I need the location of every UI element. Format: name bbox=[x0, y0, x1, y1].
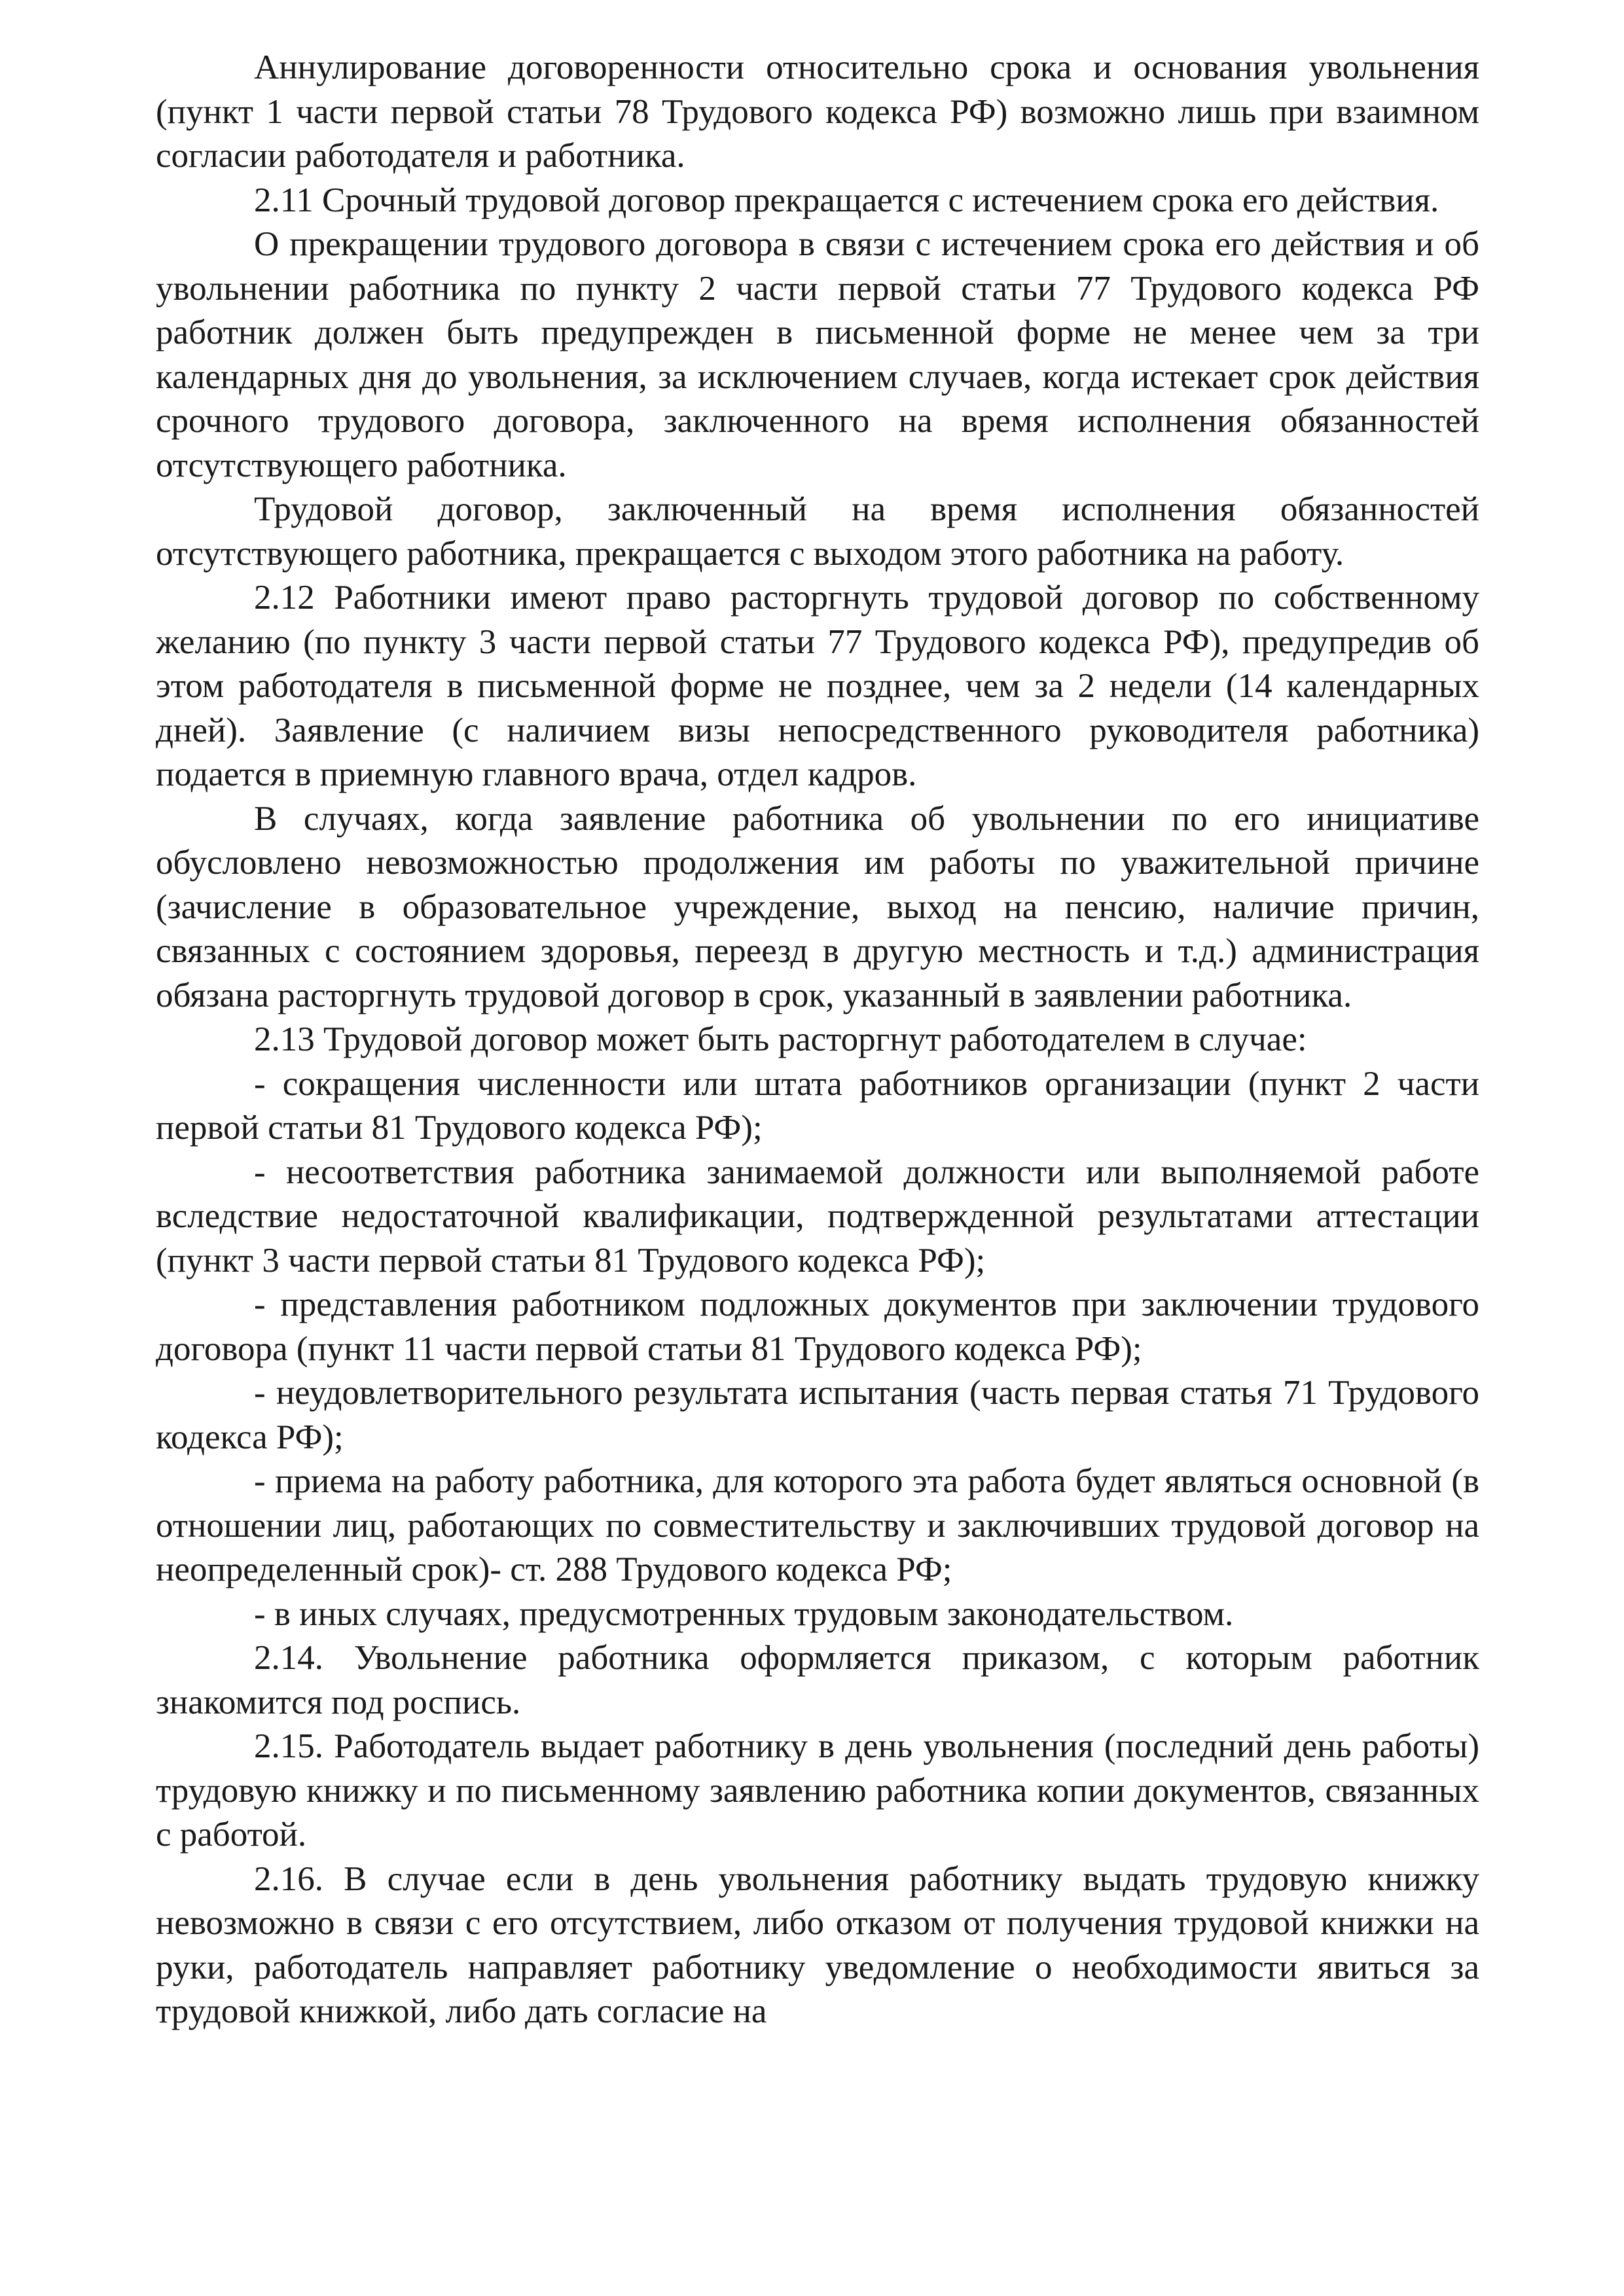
list-item-main-job-hire: - приема на работу работника, для которого эта работа будет являться основной (в отношении лиц, работающих по совместительству и заключивших трудовой договор на неопределенный срок)- ст. 288 Трудового кодекса РФ; bbox=[156, 1462, 1479, 1588]
paragraph-2-14: 2.14. Увольнение работника оформляется приказом, с которым работник знакомится под роспись. bbox=[156, 1639, 1479, 1721]
paragraph-2-15: 2.15. Работодатель выдает работнику в день увольнения (последний день работы) трудовую книжку и по письменному заявлению работника копии документов, связанных с работой. bbox=[156, 1727, 1479, 1854]
paragraph-2-11: 2.11 Срочный трудовой договор прекращается с истечением срока его действия. bbox=[254, 181, 1439, 219]
list-item-forged-documents: - представления работником подложных документов при заключении трудового договора (пункт 11 части первой статьи 81 Трудового кодекса РФ); bbox=[156, 1285, 1479, 1368]
paragraph-annulment: Аннулирование договоренности относительно срока и основания увольнения (пункт 1 части первой статьи 78 Трудового кодекса РФ) возможно лишь при взаимном согласии работодателя и работника. bbox=[156, 48, 1479, 175]
list-item-inadequacy: - несоответствия работника занимаемой должности или выполняемой работе вследствие недостаточной квалификации, подтвержденной результатами аттестации (пункт 3 части первой статьи 81 Трудового кодекса РФ); bbox=[156, 1153, 1479, 1280]
paragraph-2-13: 2.13 Трудовой договор может быть расторгнут работодателем в случае: bbox=[254, 1020, 1307, 1058]
list-item-other-cases: - в иных случаях, предусмотренных трудовым законодательством. bbox=[254, 1594, 1234, 1633]
paragraph-valid-reason: В случаях, когда заявление работника об увольнении по его инициативе обусловлено невозможностью продолжения им работы по уважительной причине (зачисление в образовательное учреждение, выход на пенсию, наличие причин, связанных с состоянием здоровья, переезд в другую местность и т.д.) администрация обязана расторгнуть трудовой договор в срок, указанный в заявлении работника. bbox=[156, 799, 1479, 1014]
list-item-reduction: - сокращения численности или штата работников организации (пункт 2 части первой статьи 81 Трудового кодекса РФ); bbox=[156, 1064, 1479, 1147]
document-page bbox=[156, 46, 1479, 2284]
list-item-probation-failure: - неудовлетворительного результата испытания (часть первая статья 71 Трудового кодекса РФ); bbox=[156, 1374, 1479, 1456]
paragraph-termination-notice: О прекращении трудового договора в связи с истечением срока его действия и об увольнении работника по пункту 2 части первой статьи 77 Трудового кодекса РФ работник должен быть предупрежден в письменной форме не менее чем за три календарных дня до увольнения, за исключением случаев, когда истекает срок действия срочного трудового договора, заключенного на время исполнения обязанностей отсутствующего работника. bbox=[156, 225, 1479, 484]
paragraph-2-12: 2.12 Работники имеют право расторгнуть трудовой договор по собственному желанию (по пункту 3 части первой статьи 77 Трудового кодекса РФ), предупредив об этом работодателя в письменной форме не позднее, чем за 2 недели (14 календарных дней). Заявление (с наличием визы непосредственного руководителя работника) подается в приемную главного врача, отдел кадров. bbox=[156, 579, 1479, 793]
paragraph-2-16: 2.16. В случае если в день увольнения работнику выдать трудовую книжку невозможно в связи с его отсутствием, либо отказом от получения трудовой книжки на руки, работодатель направляет работнику уведомление о необходимости явиться за трудовой книжкой, либо дать согласие на bbox=[156, 1859, 1479, 2030]
paragraph-absent-employee: Трудовой договор, заключенный на время исполнения обязанностей отсутствующего работника, прекращается с выходом этого работника на работу. bbox=[156, 490, 1479, 573]
